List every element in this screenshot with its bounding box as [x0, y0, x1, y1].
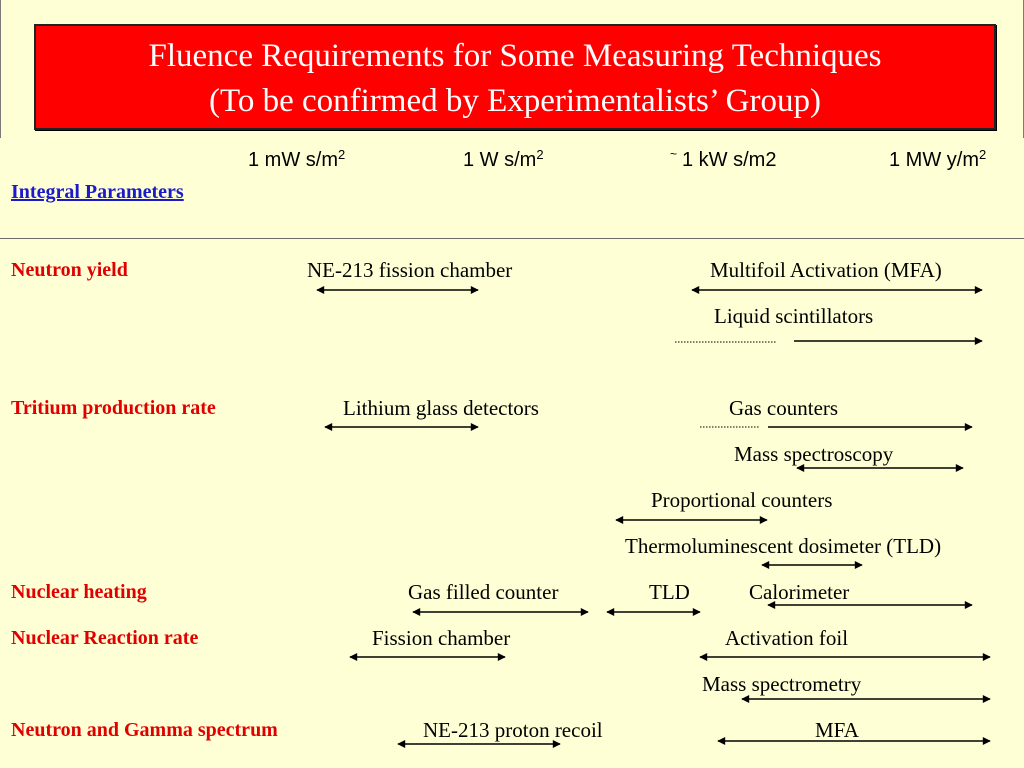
tech-ne213-proton: NE-213 proton recoil: [423, 718, 603, 742]
scale-mw: 1 mW $s/m^2$: [248, 147, 346, 171]
integral-parameters-heading[interactable]: Integral Parameters: [11, 181, 184, 203]
category-reaction: Nuclear Reaction rate: [11, 627, 199, 649]
tech-mass-spectrometry: Mass spectrometry: [702, 672, 862, 696]
tech-gas-filled: Gas filled counter: [408, 580, 559, 604]
tech-mfa: MFA: [815, 718, 859, 742]
tech-proportional: Proportional counters: [651, 488, 833, 512]
scale-kw: 1 kW s/m2: [682, 149, 777, 171]
category-spectrum: Neutron and Gamma spectrum: [11, 719, 278, 741]
tech-gas-counters: Gas counters: [729, 396, 839, 420]
tech-ne213-fission: NE-213 fission chamber: [307, 258, 513, 282]
scale-w: 1 W $s/m^2$: [463, 147, 544, 171]
tech-mass-spectroscopy: Mass spectroscopy: [734, 442, 894, 466]
tech-liquid: Liquid scintillators: [714, 304, 874, 328]
scale-tilde: ~: [670, 147, 678, 161]
tech-tld: TLD: [649, 580, 690, 604]
tech-calorimeter: Calorimeter: [749, 580, 850, 604]
tech-lithium: Lithium glass detectors: [343, 396, 539, 420]
scale-mwy: 1 MW $y/m^2$: [889, 147, 987, 171]
category-heating: Nuclear heating: [11, 581, 147, 603]
category-neutron-yield: Neutron yield: [11, 259, 128, 281]
tech-mfa-long: Multifoil Activation (MFA): [710, 258, 942, 282]
title-line-2: (To be confirmed by Experimentalists’ Group): [209, 83, 821, 119]
tech-fission-chamber: Fission chamber: [372, 626, 511, 650]
tech-activation-foil: Activation foil: [725, 626, 849, 650]
tech-tld-long: Thermoluminescent dosimeter (TLD): [625, 534, 942, 558]
title-line-1: Fluence Requirements for Some Measuring Techniques: [148, 38, 882, 74]
category-tritium: Tritium production rate: [11, 397, 216, 419]
